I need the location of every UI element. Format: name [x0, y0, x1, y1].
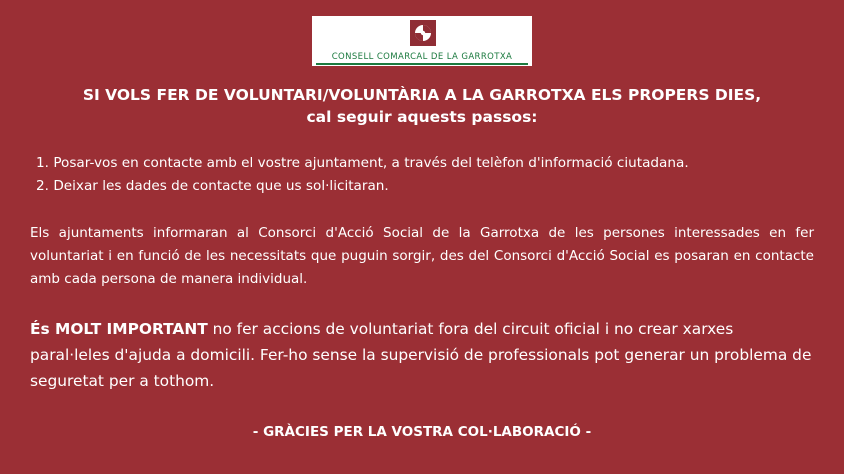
steps-list — [36, 152, 826, 198]
logo-emblem-icon — [410, 20, 436, 46]
consell-comarcal-logo — [312, 16, 532, 66]
logo-text: CONSELL COMARCAL DE LA GARROTXA — [331, 52, 513, 62]
page-title — [20, 84, 824, 128]
warning-paragraph — [30, 316, 814, 394]
step-number: 1. — [36, 155, 49, 171]
step-text: Deixar les dades de contacte que us sol·licitaran. — [53, 178, 389, 194]
title-line-1: SI VOLS FER DE VOLUNTARI/VOLUNTÀRIA A LA GARROTXA ELS PROPERS DIES, — [82, 86, 762, 104]
step-text: Posar-vos en contacte amb el vostre ajuntament, a través del telèfon d'informació ciutadana. — [53, 155, 689, 171]
step-item — [36, 175, 826, 198]
logo-underline — [316, 63, 528, 65]
step-number: 2. — [36, 178, 49, 194]
warning-lead: És MOLT IMPORTANT — [30, 320, 208, 338]
warning-text: no fer accions de voluntariat fora del circuit oficial i no crear xarxes paral·leles d'ajuda a domicili. Fer-ho sense la supervisió de professionals pot generar un problema de seguretat per a tothom. — [30, 320, 812, 390]
step-item — [36, 152, 826, 175]
title-line-2: cal seguir aquests passos: — [306, 108, 538, 126]
thanks-message: - GRÀCIES PER LA VOSTRA COL·LABORACIÓ - — [252, 424, 592, 440]
info-paragraph: Els ajuntaments informaran al Consorci d'Acció Social de la Garrotxa de les persones interessades en fer voluntariat i en funció de les necessitats que puguin sorgir, des del Consorci d'Acció Social es posaran en contacte amb cada persona de manera individual. — [30, 225, 814, 287]
